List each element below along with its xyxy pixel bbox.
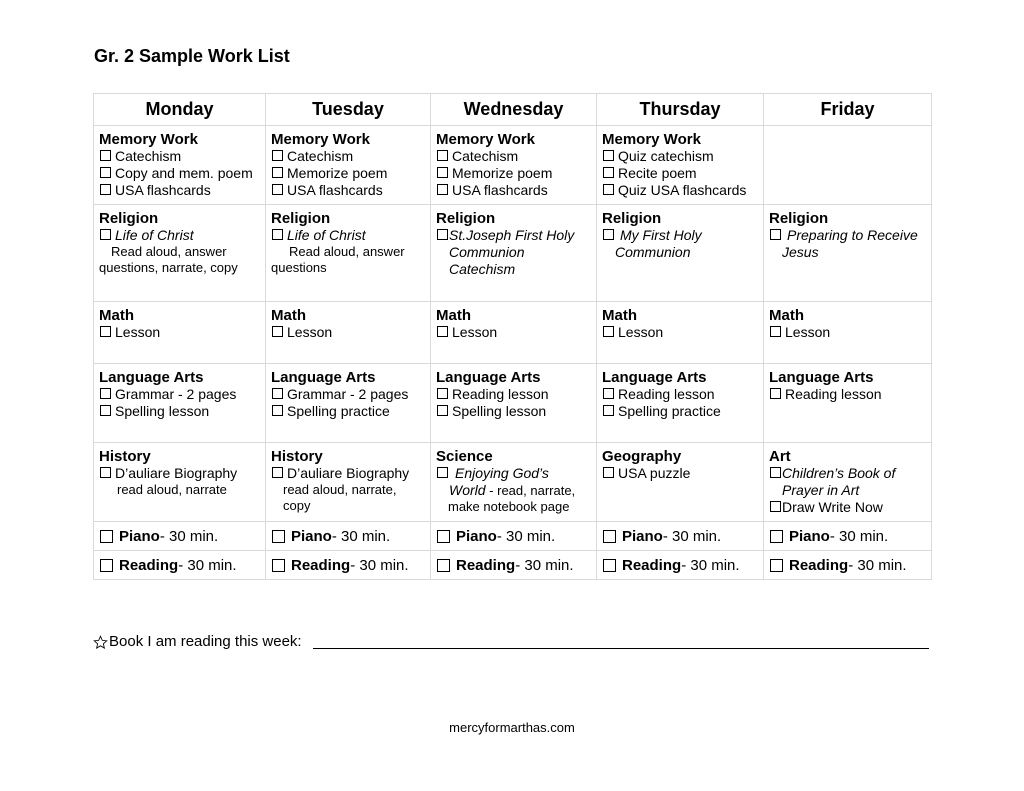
religion-friday	[764, 205, 932, 302]
checkbox[interactable]	[437, 229, 448, 240]
math-monday	[94, 302, 266, 364]
task-note	[436, 482, 591, 499]
memory-work-thursday	[597, 126, 764, 205]
checkbox[interactable]	[603, 388, 614, 399]
task-item	[436, 148, 591, 165]
language-arts-tuesday	[266, 364, 431, 443]
history-monday	[94, 443, 266, 522]
task-duration: - 30 min.	[159, 527, 219, 545]
book-title-cont: Prayer in Art	[782, 482, 860, 498]
task-label: Reading	[291, 556, 351, 574]
checkbox[interactable]	[272, 530, 285, 543]
checkbox[interactable]	[100, 229, 111, 240]
task-item	[436, 227, 591, 244]
checkbox[interactable]	[603, 167, 614, 178]
piano-thursday	[597, 522, 764, 551]
book-title-cont: Communion	[449, 244, 525, 260]
checkbox[interactable]	[603, 530, 616, 543]
checkbox[interactable]	[603, 326, 614, 337]
task-item	[271, 148, 425, 165]
task-item	[99, 386, 260, 403]
piano-friday	[764, 522, 932, 551]
task-label: Reading	[789, 556, 849, 574]
task-label: Memorize poem	[452, 165, 553, 181]
task-item	[99, 165, 260, 182]
checkbox[interactable]	[100, 388, 111, 399]
task-label: Quiz catechism	[618, 148, 714, 164]
task-label: Reading	[119, 556, 179, 574]
task-item	[602, 386, 758, 403]
category-label: Religion	[99, 210, 159, 227]
memory-work-wednesday	[431, 126, 597, 205]
task-item	[602, 324, 758, 341]
checkbox[interactable]	[272, 326, 283, 337]
task-label: USA flashcards	[452, 182, 548, 198]
task-item	[271, 465, 425, 482]
checkbox[interactable]	[770, 467, 781, 478]
checkbox[interactable]	[437, 167, 448, 178]
task-item	[271, 403, 425, 420]
checkbox[interactable]	[603, 150, 614, 161]
task-item	[602, 557, 758, 574]
checkbox[interactable]	[100, 530, 113, 543]
checkbox[interactable]	[770, 229, 781, 240]
art-friday	[764, 443, 932, 522]
checkbox[interactable]	[603, 184, 614, 195]
checkbox[interactable]	[100, 559, 113, 572]
task-label: Catechism	[115, 148, 182, 164]
religion-wednesday	[431, 205, 597, 302]
category-label: Art	[769, 448, 791, 465]
task-item	[436, 465, 591, 482]
category-label: Language Arts	[271, 369, 376, 386]
task-item	[99, 324, 260, 341]
task-label: D’auliare Biography	[287, 465, 410, 481]
task-item	[602, 165, 758, 182]
category-label: Math	[271, 307, 306, 324]
book-title-cont: Catechism	[449, 261, 516, 277]
task-duration: - 30 min.	[848, 556, 907, 574]
memory-work-monday	[94, 126, 266, 205]
piano-tuesday	[266, 522, 431, 551]
day-header-wednesday: Wednesday	[431, 94, 597, 126]
task-label: Quiz USA flashcards	[618, 182, 747, 198]
task-item	[271, 165, 425, 182]
book-title-cont: Communion	[615, 244, 691, 260]
checkbox[interactable]	[437, 388, 448, 399]
task-item	[271, 528, 425, 545]
book-title: My First Holy	[620, 227, 702, 243]
checkbox[interactable]	[603, 405, 614, 416]
task-item	[602, 148, 758, 165]
checkbox[interactable]	[437, 150, 448, 161]
category-label: History	[271, 448, 323, 465]
checkbox[interactable]	[770, 501, 781, 512]
task-item	[271, 324, 425, 341]
language-arts-thursday	[597, 364, 764, 443]
task-item	[602, 403, 758, 420]
category-label: Math	[602, 307, 637, 324]
task-duration: - 30 min.	[515, 556, 574, 574]
checkbox[interactable]	[272, 184, 283, 195]
task-duration: - 30 min.	[662, 527, 722, 545]
task-label: Grammar - 2 pages	[115, 386, 237, 402]
star-icon	[93, 635, 108, 650]
book-title: Enjoying God’s	[455, 465, 549, 481]
category-label: Language Arts	[436, 369, 541, 386]
footer-site: mercyformarthas.com	[449, 720, 575, 735]
task-note: Read aloud, answer	[111, 244, 227, 259]
task-label: Piano	[456, 527, 497, 545]
category-label: History	[99, 448, 151, 465]
reading-tuesday	[266, 551, 431, 580]
task-item	[769, 557, 926, 574]
task-note: questions	[271, 260, 327, 275]
task-label: Piano	[622, 527, 663, 545]
checkbox[interactable]	[770, 388, 781, 399]
checkbox[interactable]	[437, 184, 448, 195]
category-label: Science	[436, 448, 493, 465]
religion-tuesday	[266, 205, 431, 302]
category-label: Language Arts	[99, 369, 204, 386]
reading-friday	[764, 551, 932, 580]
category-label: Math	[99, 307, 134, 324]
task-item	[271, 557, 425, 574]
task-item	[769, 528, 926, 545]
task-label: Spelling practice	[287, 403, 390, 419]
book-title: Life of Christ	[115, 227, 194, 243]
day-header-tuesday: Tuesday	[266, 94, 431, 126]
task-label: Spelling lesson	[115, 403, 210, 419]
religion-thursday	[597, 205, 764, 302]
task-item	[271, 182, 425, 199]
task-item	[436, 182, 591, 199]
category-label: Geography	[602, 448, 682, 465]
task-item	[99, 557, 260, 574]
task-duration: - 30 min.	[829, 527, 889, 545]
task-label: Piano	[291, 527, 332, 545]
language-arts-friday	[764, 364, 932, 443]
work-list-table	[93, 93, 932, 580]
math-thursday	[597, 302, 764, 364]
task-label: Grammar - 2 pages	[287, 386, 409, 402]
task-item	[769, 465, 926, 482]
day-header-monday: Monday	[94, 94, 266, 126]
day-header-friday: Friday	[764, 94, 932, 126]
task-item	[436, 557, 591, 574]
checkbox[interactable]	[437, 559, 450, 572]
task-label: Piano	[789, 527, 830, 545]
task-duration: - 30 min.	[178, 556, 237, 574]
task-duration: - 30 min.	[681, 556, 740, 574]
task-note: read aloud, narrate,	[283, 482, 397, 497]
task-note: read aloud, narrate	[117, 482, 227, 497]
checkbox[interactable]	[272, 467, 283, 478]
task-label: Lesson	[452, 324, 498, 340]
category-label: Religion	[602, 210, 662, 227]
reading-thursday	[597, 551, 764, 580]
category-label: Memory Work	[99, 131, 198, 148]
task-item	[769, 386, 926, 403]
task-label: Catechism	[452, 148, 519, 164]
reading-wednesday	[431, 551, 597, 580]
task-label: Catechism	[287, 148, 354, 164]
task-item	[769, 227, 926, 244]
language-arts-monday	[94, 364, 266, 443]
task-label: Reading lesson	[452, 386, 549, 402]
checkbox[interactable]	[100, 184, 111, 195]
book-title-line[interactable]	[313, 648, 929, 649]
task-label: Reading	[456, 556, 516, 574]
task-label: Spelling lesson	[452, 403, 547, 419]
task-label: Lesson	[618, 324, 664, 340]
book-title: Life of Christ	[287, 227, 366, 243]
task-item	[602, 182, 758, 199]
task-duration: - 30 min.	[331, 527, 391, 545]
day-header-thursday: Thursday	[597, 94, 764, 126]
reading-row	[94, 551, 932, 580]
book-title-cont: World	[449, 482, 486, 498]
task-label: Copy and mem. poem	[115, 165, 253, 181]
memory-work-friday	[764, 126, 932, 205]
piano-monday	[94, 522, 266, 551]
category-label: Language Arts	[602, 369, 707, 386]
checkbox[interactable]	[770, 326, 781, 337]
checkbox[interactable]	[272, 388, 283, 399]
checkbox[interactable]	[100, 326, 111, 337]
task-item	[602, 465, 758, 482]
reading-monday	[94, 551, 266, 580]
checkbox[interactable]	[603, 229, 614, 240]
book-title: St.Joseph First Holy	[449, 227, 575, 243]
task-item	[436, 403, 591, 420]
geography-thursday	[597, 443, 764, 522]
task-note: questions, narrate, copy	[99, 260, 238, 275]
task-label: Lesson	[287, 324, 333, 340]
math-tuesday	[266, 302, 431, 364]
history-tuesday	[266, 443, 431, 522]
task-label: D’auliare Biography	[115, 465, 238, 481]
task-duration: - 30 min.	[350, 556, 409, 574]
book-title: Children’s Book of	[782, 465, 896, 481]
task-label: Lesson	[785, 324, 831, 340]
category-label: Memory Work	[602, 131, 701, 148]
task-item	[436, 324, 591, 341]
task-duration: - 30 min.	[496, 527, 556, 545]
task-item	[99, 528, 260, 545]
checkbox[interactable]	[603, 559, 616, 572]
task-item	[271, 386, 425, 403]
memory-work-tuesday	[266, 126, 431, 205]
checkbox[interactable]	[272, 150, 283, 161]
task-note: make notebook page	[448, 499, 570, 514]
piano-wednesday	[431, 522, 597, 551]
religion-row	[94, 205, 932, 302]
checkbox[interactable]	[437, 530, 450, 543]
task-label: Reading lesson	[785, 386, 882, 402]
checkbox[interactable]	[272, 559, 285, 572]
task-label: Spelling practice	[618, 403, 721, 419]
task-note: copy	[283, 498, 311, 513]
checkbox[interactable]	[100, 150, 111, 161]
subject-row	[94, 443, 932, 522]
science-wednesday	[431, 443, 597, 522]
task-item	[99, 182, 260, 199]
category-label: Math	[769, 307, 804, 324]
task-label: USA flashcards	[115, 182, 211, 198]
checkbox[interactable]	[770, 530, 783, 543]
language-arts-wednesday	[431, 364, 597, 443]
task-item	[436, 386, 591, 403]
book-title: Preparing to Receive	[787, 227, 918, 243]
checkbox[interactable]	[100, 167, 111, 178]
task-item	[602, 528, 758, 545]
category-label: Religion	[769, 210, 829, 227]
checkbox[interactable]	[272, 405, 283, 416]
math-wednesday	[431, 302, 597, 364]
checkbox[interactable]	[100, 467, 111, 478]
task-label: Reading lesson	[618, 386, 715, 402]
book-prompt-label: Book I am reading this week:	[109, 633, 302, 650]
category-label: Religion	[271, 210, 331, 227]
task-label: Piano	[119, 527, 160, 545]
religion-monday	[94, 205, 266, 302]
task-item	[769, 499, 926, 516]
checkbox[interactable]	[272, 167, 283, 178]
task-item	[99, 227, 260, 244]
task-label: USA flashcards	[287, 182, 383, 198]
category-label: Memory Work	[436, 131, 535, 148]
task-item	[271, 227, 425, 244]
memory-work-row	[94, 126, 932, 205]
task-item	[436, 165, 591, 182]
checkbox[interactable]	[437, 326, 448, 337]
task-label: Lesson	[115, 324, 161, 340]
math-row	[94, 302, 932, 364]
checkbox[interactable]	[770, 559, 783, 572]
header-row	[94, 94, 932, 126]
category-label: Math	[436, 307, 471, 324]
task-label: Recite poem	[618, 165, 697, 181]
book-prompt	[93, 633, 302, 650]
checkbox[interactable]	[437, 405, 448, 416]
checkbox[interactable]	[437, 467, 448, 478]
task-note-text: - read, narrate,	[485, 483, 576, 498]
task-label: Memorize poem	[287, 165, 388, 181]
piano-row	[94, 522, 932, 551]
task-item	[436, 528, 591, 545]
checkbox[interactable]	[272, 229, 283, 240]
page-title: Gr. 2 Sample Work List	[94, 46, 290, 66]
category-label: Religion	[436, 210, 496, 227]
task-label: Draw Write Now	[782, 499, 883, 515]
category-label: Language Arts	[769, 369, 874, 386]
language-arts-row	[94, 364, 932, 443]
task-item	[99, 465, 260, 482]
book-title-cont: Jesus	[782, 244, 819, 260]
task-item	[769, 324, 926, 341]
task-item	[99, 403, 260, 420]
math-friday	[764, 302, 932, 364]
task-label: USA puzzle	[618, 465, 691, 481]
checkbox[interactable]	[100, 405, 111, 416]
checkbox[interactable]	[603, 467, 614, 478]
category-label: Memory Work	[271, 131, 370, 148]
task-label: Reading	[622, 556, 682, 574]
task-item	[602, 227, 758, 244]
task-item	[99, 148, 260, 165]
task-note: Read aloud, answer	[289, 244, 405, 259]
